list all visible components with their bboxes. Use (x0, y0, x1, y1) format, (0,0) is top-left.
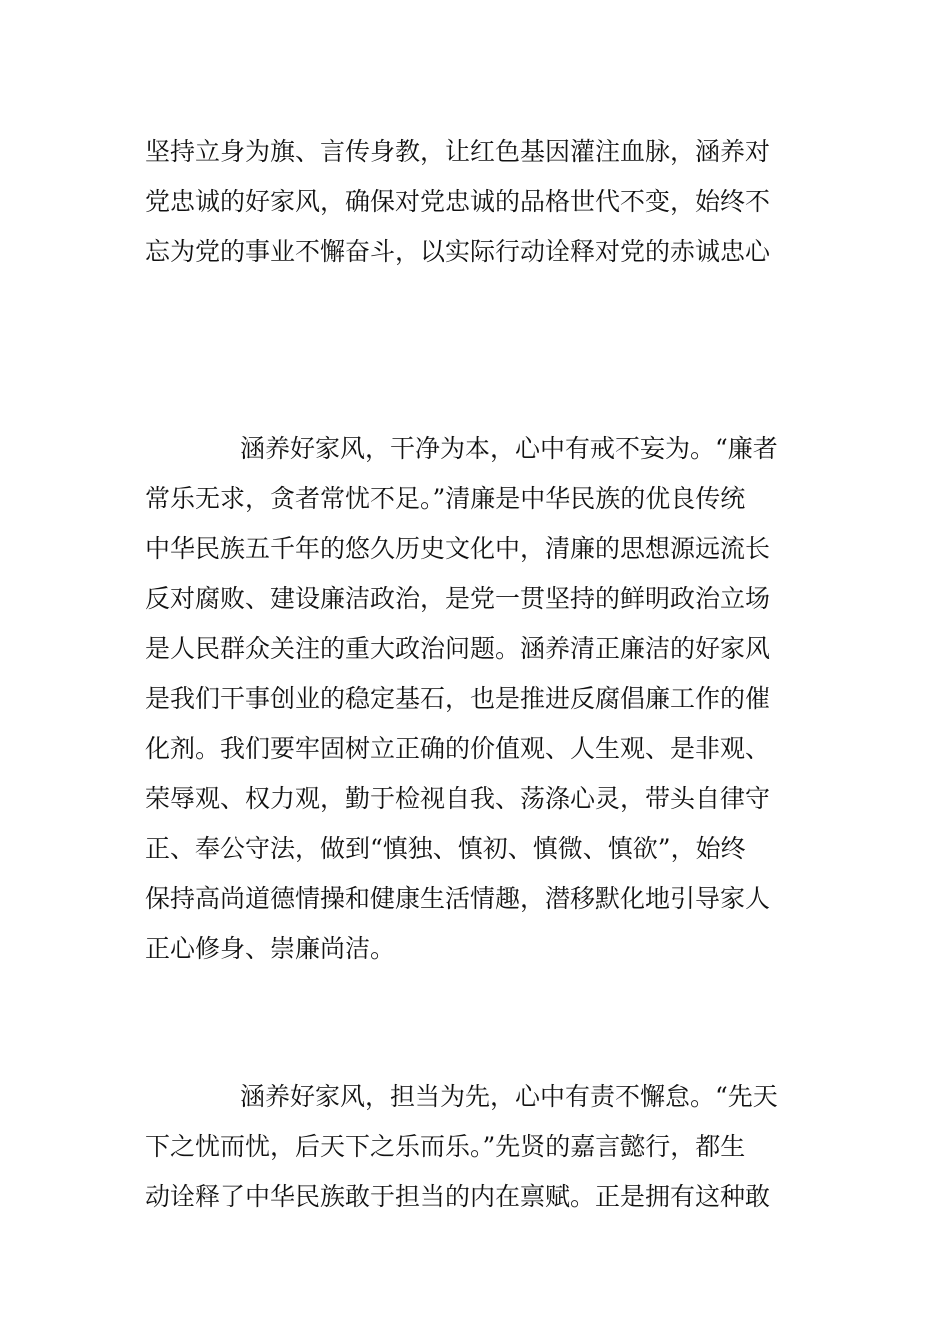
text-line: 保持高尚道德情操和健康生活情趣，潜移默化地引导家人 (145, 884, 771, 913)
paragraph-loyalty-continued (145, 127, 807, 277)
text-line: 忘为党的事业不懈奋斗，以实际行动诠释对党的赤诚忠心 (145, 237, 771, 266)
text-line: 中华民族五千年的悠久历史文化中，清廉的思想源远流长 (145, 534, 771, 563)
text-line: 涵养好家风，担当为先，心中有责不懈怠。“先天 (240, 1082, 778, 1111)
paragraph-integrity (145, 424, 807, 974)
text-line: 化剂。我们要牢固树立正确的价值观、人生观、是非观、 (145, 734, 771, 763)
text-line: 是人民群众关注的重大政治问题。涵养清正廉洁的好家风 (145, 634, 771, 663)
text-line: 荣辱观、权力观，勤于检视自我、荡涤心灵，带头自律守 (145, 784, 771, 813)
text-line: 正心修身、崇廉尚洁。 (145, 934, 396, 963)
text-line: 反对腐败、建设廉洁政治，是党一贯坚持的鲜明政治立场 (145, 584, 771, 613)
text-line: 党忠诚的好家风，确保对党忠诚的品格世代不变，始终不 (145, 187, 771, 216)
text-line: 动诠释了中华民族敢于担当的内在禀赋。正是拥有这种敢 (145, 1182, 771, 1211)
paragraph-responsibility (145, 1072, 807, 1222)
text-line: 涵养好家风，干净为本，心中有戒不妄为。“廉者 (240, 434, 778, 463)
text-line: 下之忧而忧，后天下之乐而乐。”先贤的嘉言懿行，都生 (145, 1132, 746, 1161)
text-line: 坚持立身为旗、言传身教，让红色基因灌注血脉，涵养对 (145, 137, 771, 166)
text-line: 正、奉公守法，做到“慎独、慎初、慎微、慎欲”，始终 (145, 834, 746, 863)
text-line: 常乐无求，贪者常忧不足。”清廉是中华民族的优良传统 (145, 484, 746, 513)
text-line: 是我们干事创业的稳定基石，也是推进反腐倡廉工作的催 (145, 684, 771, 713)
